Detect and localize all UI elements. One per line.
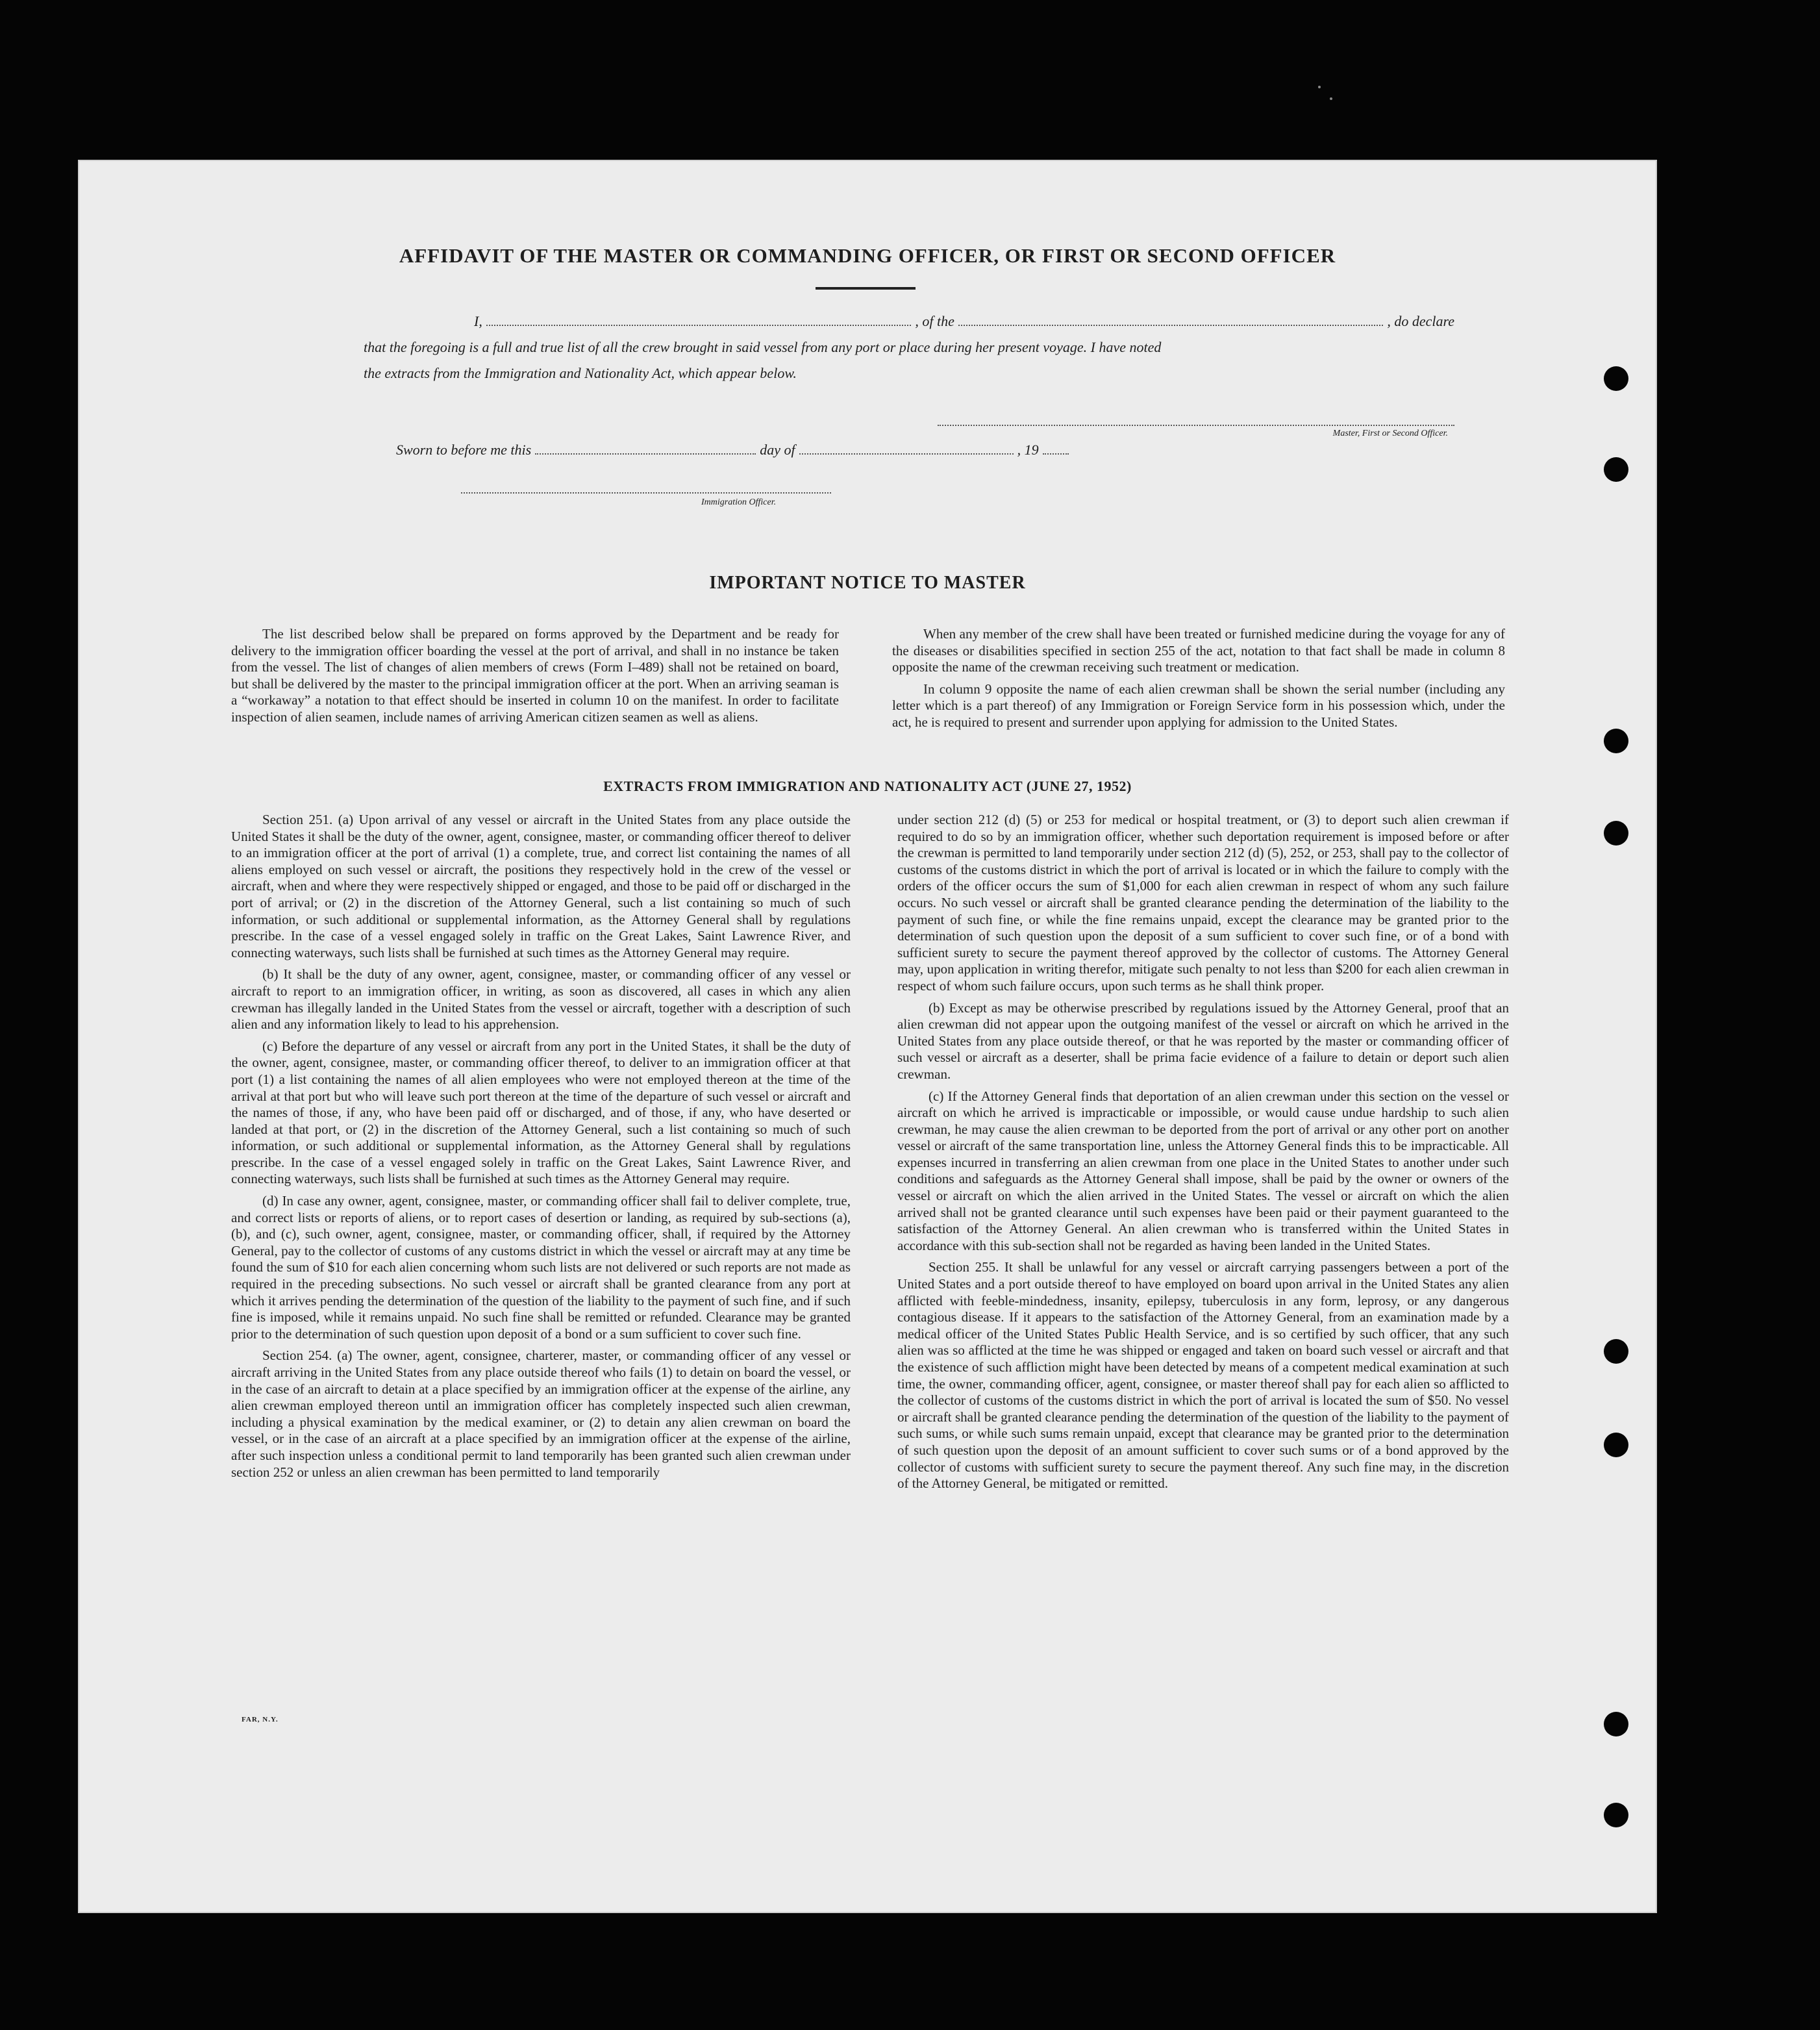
officer-signature-caption: Immigration Officer. — [701, 497, 777, 507]
notice-right-paragraph-1: When any member of the crew shall have been treated or furnished medicine during the voyage for any of the diseases or disabilities specified in section 255 of the act, notation to that fact shall be made in column 8 opposite the name of the crewman receiving such treatment or medication. — [892, 626, 1505, 675]
sworn-month-field[interactable] — [799, 442, 1014, 455]
declaration-line — [364, 313, 1454, 339]
extracts-right-column — [897, 812, 1509, 1497]
name-field[interactable] — [486, 313, 912, 326]
binder-hole — [1604, 366, 1628, 391]
extract-paragraph: (b) It shall be the duty of any owner, agent, consignee, master, or commanding officer of any vessel or aircraft to report to an immigration officer, in writing, as soon as discovered, all cases in which any alien crewman has illegally landed in the United States from the vessel or aircraft, together with a description of such alien and any information likely to lead to his apprehension. — [231, 966, 851, 1033]
notice-right-paragraph-2: In column 9 opposite the name of each alien crewman shall be shown the serial number (including any letter which is a part thereof) of any Immigration or Foreign Service form in his possession which, under the act, he is required to present and surrender upon applying for admission to the United States. — [892, 681, 1505, 730]
extracts-title: EXTRACTS FROM IMMIGRATION AND NATIONALITY ACT (JUNE 27, 1952) — [603, 778, 1132, 794]
title-divider — [816, 287, 916, 290]
sworn-row — [396, 442, 1214, 468]
sworn-line — [396, 442, 1214, 468]
extract-paragraph: (c) If the Attorney General finds that deportation of an alien crewman under this section on the vessel or aircraft on which he arrived is impracticable or impossible, or would cause undue hardship to such alien crewman, he may cause the alien crewman to be deported from the port of arrival or any other port on another vessel or aircraft of the same transportation line, unless the Attorney General finds this to be impracticable. All expenses incurred in transferring an alien crewman from one place in the United States to another under such conditions and safeguards as the Attorney General shall impose, shall be paid by the owner or owners of the vessel or aircraft on which the alien arrived in the United States. The vessel or aircraft on which the alien arrived shall not be granted clearance until such expenses have been paid or their payment guaranteed to the satisfaction of the Attorney General. An alien crewman who is transferred within the United States in accordance with this sub-section shall not be regarded as having been landed in the United States. — [897, 1088, 1509, 1253]
officer-signature-field[interactable] — [461, 492, 831, 494]
binder-hole — [1604, 457, 1628, 482]
extract-paragraph: Section 251. (a) Upon arrival of any vessel or aircraft in the United States from any place outside the United States it shall be the duty of the owner, agent, consignee, master, or commanding officer thereof to deliver to an immigration officer at the port of arrival (1) a complete, true, and correct list containing the names of all aliens employed on such vessel or aircraft, the positions they respectively hold in the crew of the vessel or aircraft, when and where they were respectively shipped or engaged, and those to be paid off or discharged in the port of arrival; or (2) in the discretion of the Attorney General, such a list containing so much of such information, or such additional or supplemental information, as the Attorney General shall by regulations prescribe. In the case of a vessel engaged solely in traffic on the Great Lakes, Saint Lawrence River, and connecting waterways, such lists shall be furnished at such times as the Attorney General may require. — [231, 812, 851, 960]
extract-paragraph: Section 254. (a) The owner, agent, consignee, charterer, master, or commanding officer of any vessel or aircraft arriving in the United States from any place outside thereof who fails (1) to detain on board the vessel, or in the case of an aircraft to detain at a place specified by an immigration officer at the expense of the airline, any alien crewman employed thereon until an immigration officer has completely inspected such alien crewman, including a physical examination by the medical examiner, or (2) to detain any alien crewman on board the vessel, or in the case of an aircraft at a place specified by an immigration officer at the expense of the airline, after such inspection unless a conditional permit to land temporarily has been granted such alien crewman under section 252 or unless an alien crewman has been permitted to land temporarily — [231, 1347, 851, 1480]
statement-line-1: that the foregoing is a full and true list of all the crew brought in said vessel from any port or place during her present voyage. I have noted — [364, 339, 1162, 355]
vessel-field[interactable] — [958, 313, 1384, 326]
dust-speck — [1330, 97, 1332, 100]
binder-hole — [1604, 1339, 1628, 1364]
extract-paragraph: under section 212 (d) (5) or 253 for medical or hospital treatment, or (3) to deport such alien crewman if required to do so by an immigration officer, whether such deportation requirement is imposed before or after the crewman is permitted to land temporarily under section 212 (d) (5), 252, or 253, shall pay to the collector of customs of the customs district in which the port of arrival is located or in which the failure to comply with the orders of the officer occurs the sum of $1,000 for each alien crewman in respect of whom any such failure occurs. No such vessel or aircraft shall be granted clearance pending the determination of the liability to the payment of such fine, or while the fine remains unpaid, except the clearance may be granted prior to the determination of such question upon the deposit of a sum sufficient to cover such fine, or of a bond with sufficient surety to secure the payment thereof approved by the collector of customs. The Attorney General may, upon application in writing therefor, mitigate such penalty to not less than $200 for each alien crewman in respect of whom such failure occurs, upon such terms as he shall think proper. — [897, 812, 1509, 994]
binder-hole — [1604, 1712, 1628, 1736]
declaration-block — [364, 313, 1454, 391]
binder-hole — [1604, 1433, 1628, 1457]
dust-speck — [1318, 86, 1321, 88]
binder-hole — [1604, 729, 1628, 753]
day-of-label: day of — [760, 442, 795, 458]
notice-left-paragraph: The list described below shall be prepared on forms approved by the Department and be ready for delivery to the immigration officer boarding the vessel at the port of arrival, and shall in no instance be taken from the vessel. The list of changes of alien members of crews (Form I–489) shall not be retained on board, but shall be delivered by the master to the principal immigration officer at the port. When an arriving seaman is a “workaway” a notation to that effect should be inserted in column 10 on the manifest. In order to facilitate inspection of alien seamen, include names of arriving American citizen seamen as well as aliens. — [231, 626, 839, 725]
do-declare-label: , do declare — [1387, 313, 1455, 329]
extract-paragraph: Section 255. It shall be unlawful for any vessel or aircraft carrying passengers between a port of the United States and a port outside thereof to have employed on board upon arrival in the United States any alien afflicted with feeble-mindedness, insanity, epilepsy, tuberculosis in any form, leprosy, or any dangerous contagious disease. If it appears to the satisfaction of the Attorney General, from an examination made by a medical officer of the United States Public Health Service, and is so certified by such officer, that any such alien was so afflicted at the time he was shipped or engaged and taken on board such vessel or aircraft and that the existence of such affliction might have been detected by means of a competent medical examination at such time, the owner, commanding officer, agent, consignee, or master thereof shall pay for each alien so afflicted to the collector of customs of the customs district in which the port of arrival is located the sum of $50. No vessel or aircraft shall be granted clearance pending the determination of the question of the liability to the payment of such sums, or while such sums remain unpaid, except that clearance may be granted prior to the determination of such question upon the deposit of an amount sufficient to cover such sums or of a bond approved by the collector of customs with sufficient surety to secure the payment thereof. Any such fine may, in the discretion of the Attorney General, be mitigated or remitted. — [897, 1259, 1509, 1492]
master-signature-caption: Master, First or Second Officer. — [1332, 429, 1448, 438]
printer-mark: FAR, N.Y. — [242, 1716, 279, 1723]
notice-left-column — [231, 626, 839, 731]
affidavit-title: AFFIDAVIT OF THE MASTER OR COMMANDING OFFICER, OR FIRST OR SECOND OFFICER — [399, 244, 1336, 267]
extract-paragraph: (c) Before the departure of any vessel or aircraft from any port in the United States, it shall be the duty of the owner, agent, consignee, master, or commanding officer thereof, to deliver to an immigration officer at that port (1) a list containing the names of all alien employees who were not employed thereon at the time of the arrival at that port but who will leave such port thereon at the time of the departure of such vessel or aircraft and the names of those, if any, who have been paid off or discharged, and of those, if any, who have deserted or landed at that port, or (2) in the discretion of the Attorney General, such a list containing so much of such information, or such additional or supplemental information, as the Attorney General shall by regulations prescribe. In the case of a vessel engaged solely in traffic on the Great Lakes, Saint Lawrence River, and connecting waterways, such lists shall be furnished at such times as the Attorney General may require. — [231, 1038, 851, 1187]
extract-paragraph: (b) Except as may be otherwise prescribed by regulations issued by the Attorney General, proof that an alien crewman did not appear upon the outgoing manifest of the vessel or aircraft on which he arrived in the United States from any place outside thereof, or that he was reported by the master or commanding officer of such vessel or aircraft as a deserter, shall be prima facie evidence of a failure to detain or deport such alien crewman. — [897, 999, 1509, 1082]
notice-right-column — [892, 626, 1505, 736]
i-label: I, — [474, 313, 482, 329]
form-page — [78, 160, 1657, 1913]
extract-paragraph: (d) In case any owner, agent, consignee, master, or commanding officer shall fail to deliver complete, true, and correct lists or reports of aliens, or to report cases of desertion or landing, as required by sub-sections (a), (b), and (c), such owner, agent, consignee, master, or commanding officer, shall, if required by the Attorney General, pay to the collector of customs of any customs district in which the vessel or aircraft may at any time be found the sum of $10 for each alien concerning whom such lists are not delivered or such reports are not made as required in the preceding subsections. No such vessel or aircraft shall be granted clearance from any port at which it arrives pending the determination of the question of the liability to the payment of such fine, and if such fine is imposed, while it remains unpaid. No such fine shall be remitted or refunded. Clearance may be granted prior to the determination of such question upon deposit of a bond or a sum sufficient to cover such fine. — [231, 1193, 851, 1342]
statement-line-2: the extracts from the Immigration and Nationality Act, which appear below. — [364, 365, 797, 381]
extracts-left-column — [231, 812, 851, 1486]
sworn-day-field[interactable] — [535, 442, 756, 455]
binder-hole — [1604, 1803, 1628, 1827]
binder-hole — [1604, 821, 1628, 846]
notice-title: IMPORTANT NOTICE TO MASTER — [709, 573, 1026, 593]
sworn-year-field[interactable] — [1043, 442, 1069, 455]
year-label: , 19 — [1017, 442, 1039, 458]
sworn-label: Sworn to before me this — [396, 442, 532, 458]
master-signature-field[interactable] — [938, 425, 1454, 426]
of-the-label: , of the — [915, 313, 954, 329]
